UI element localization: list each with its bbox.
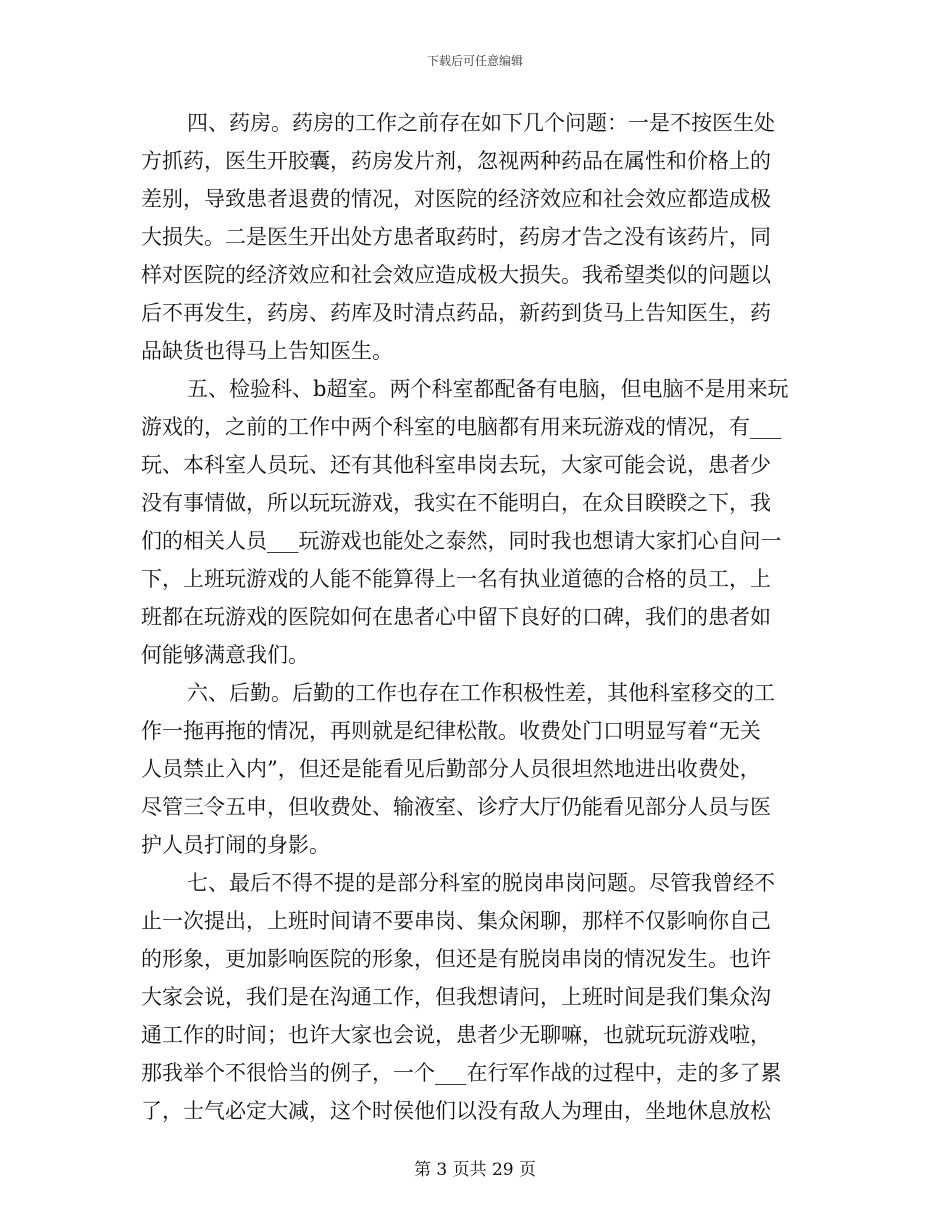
- text-line: 何能够满意我们。: [141, 643, 309, 667]
- text-line: 没有事情做，所以玩玩游戏，我实在不能明白，在众目睽睽之下，我: [141, 491, 771, 515]
- text-line: 人员禁止入内”，但还是能看见后勤部分人员很坦然地进出收费处，: [141, 757, 761, 781]
- text-line: 样对医院的经济效应和社会效应造成极大损失。我希望类似的问题以: [141, 263, 771, 287]
- text-line: 大家会说，我们是在沟通工作，但我想请问，上班时间是我们集众沟: [141, 985, 771, 1009]
- paragraph-logistics: [141, 674, 811, 864]
- page-header: 下载后可任意编辑: [426, 54, 523, 68]
- text-line: 作一拖再拖的情况，再则就是纪律松散。收费处门口明显写着“无关: [141, 719, 761, 743]
- text-line: 了，士气必定大减，这个时侯他们以没有敌人为理由，坐地休息放松: [141, 1099, 771, 1123]
- text-line: 班都在玩游戏的医院如何在患者心中留下良好的口碑，我们的患者如: [141, 605, 771, 629]
- paragraph-absence: [141, 864, 811, 1130]
- text-line: 差别，导致患者退费的情况，对医院的经济效应和社会效应都造成极: [141, 187, 771, 211]
- text-line: 玩、本科室人员玩、还有其他科室串岗去玩，大家可能会说，患者少: [141, 453, 771, 477]
- text-line: 后不再发生，药房、药库及时清点药品，新药到货马上告知医生，药: [141, 301, 771, 325]
- text-line: 品缺货也得马上告知医生。: [141, 339, 393, 363]
- text-line: 大损失。二是医生开出处方患者取药时，药房才告之没有该药片，同: [141, 225, 771, 249]
- paragraph-pharmacy: [141, 104, 811, 370]
- text-line: 尽管三令五申，但收费处、输液室、诊疗大厅仍能看见部分人员与医: [141, 795, 771, 819]
- text-line: 四、药房。药房的工作之前存在如下几个问题：一是不按医生处: [187, 111, 775, 135]
- text-line: 那我举个不很恰当的例子，一个___在行军作战的过程中，走的多了累: [141, 1061, 782, 1085]
- text-line: 通工作的时间；也许大家也会说，患者少无聊嘛，也就玩玩游戏啦，: [141, 1023, 771, 1047]
- text-line: 们的相关人员___玩游戏也能处之泰然，同时我也想请大家扪心自问一: [141, 529, 782, 553]
- text-line: 的形象，更加影响医院的形象，但还是有脱岗串岗的情况发生。也许: [141, 947, 771, 971]
- paragraph-lab: [141, 370, 811, 674]
- text-line: 下，上班玩游戏的人能不能算得上一名有执业道德的合格的员工，上: [141, 567, 771, 591]
- document-body: [141, 104, 811, 1130]
- text-line: 止一次提出，上班时间请不要串岗、集众闲聊，那样不仅影响你自己: [141, 909, 771, 933]
- text-line: 护人员打闹的身影。: [141, 833, 330, 857]
- page-number: 第 3 页共 29 页: [413, 1160, 537, 1180]
- text-line: 七、最后不得不提的是部分科室的脱岗串岗问题。尽管我曾经不: [187, 871, 775, 895]
- text-line: 方抓药，医生开胶囊，药房发片剂，忽视两种药品在属性和价格上的: [141, 149, 771, 173]
- text-line: 游戏的，之前的工作中两个科室的电脑都有用来玩游戏的情况，有___: [141, 415, 782, 439]
- text-line: 五、检验科、b超室。两个科室都配备有电脑，但电脑不是用来玩: [187, 377, 789, 401]
- text-line: 六、后勤。后勤的工作也存在工作积极性差，其他科室移交的工: [187, 681, 775, 705]
